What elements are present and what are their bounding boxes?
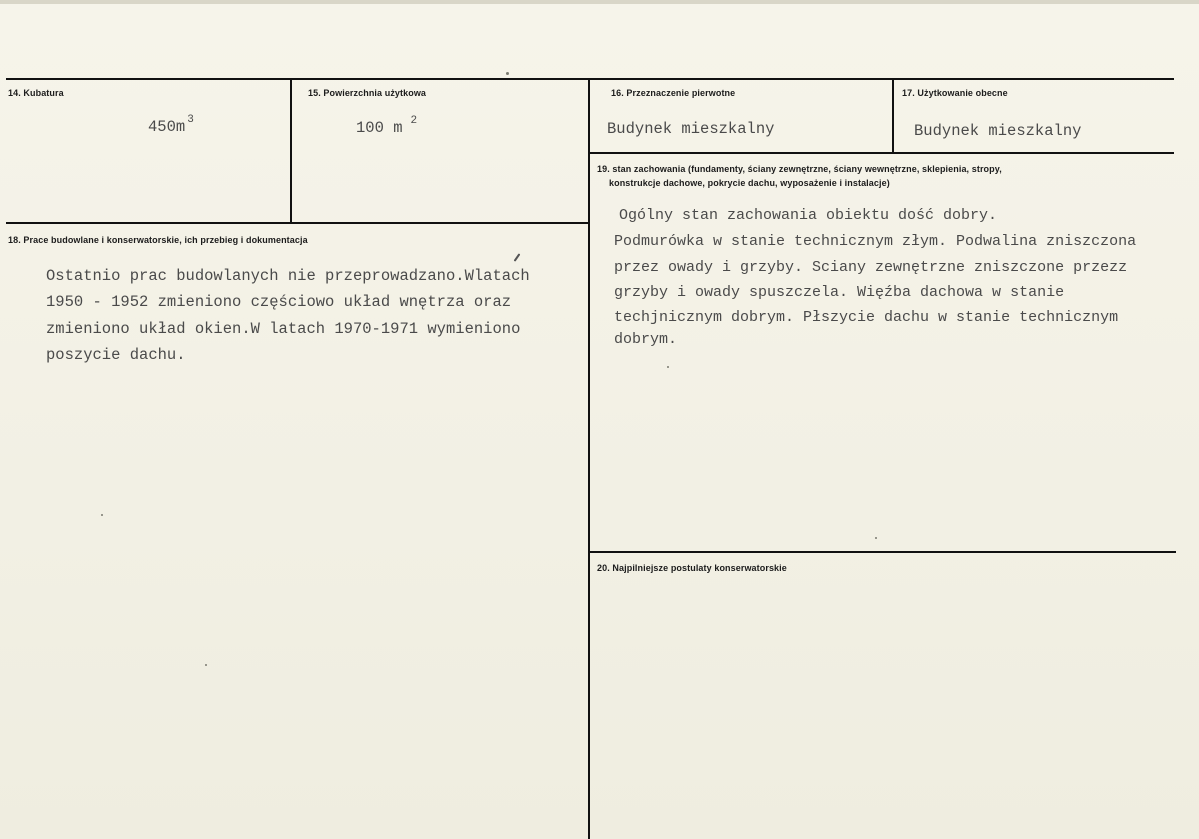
divider-14-15 bbox=[290, 79, 292, 224]
top-rule bbox=[6, 78, 1174, 80]
paper-speck bbox=[514, 253, 521, 262]
field-18-line-4: poszycie dachu. bbox=[46, 346, 186, 364]
field-19-line-1: Ogólny stan zachowania obiektu dość dobry. bbox=[619, 207, 998, 224]
field-15-label: 15. Powierzchnia użytkowa bbox=[308, 88, 427, 98]
paper-speck bbox=[101, 514, 103, 516]
rule-below-14-15 bbox=[6, 222, 590, 224]
field-18-line-2: 1950 - 1952 zmieniono częściowo układ wnętrza oraz bbox=[46, 293, 512, 311]
field-19-line-3: przez owady i grzyby. Sciany zewnętrzne zniszczone przezz bbox=[614, 259, 1128, 276]
field-19-line-2: Podmurówka w stanie technicznym złym. Podwalina zniszczona bbox=[614, 233, 1137, 250]
card-top-edge bbox=[0, 0, 1199, 4]
paper-speck bbox=[205, 664, 207, 666]
divider-16-17 bbox=[892, 79, 894, 153]
field-16-label: 16. Przeznaczenie pierwotne bbox=[611, 88, 736, 98]
field-14-label: 14. Kubatura bbox=[8, 88, 64, 98]
field-19-line-6: dobrym. bbox=[614, 331, 678, 348]
field-17-value: Budynek mieszkalny bbox=[914, 122, 1082, 140]
rule-below-16-17 bbox=[589, 152, 1174, 154]
field-18-line-1: Ostatnio prac budowlanych nie przeprowadzano.Wlatach bbox=[46, 267, 530, 285]
field-14-superscript: 3 bbox=[187, 114, 194, 126]
field-20-label: 20. Najpilniejsze postulaty konserwatorskie bbox=[597, 563, 787, 573]
main-column-divider bbox=[588, 79, 590, 839]
field-16-value: Budynek mieszkalny bbox=[607, 120, 775, 138]
field-19-label-line-2: konstrukcje dachowe, pokrycie dachu, wyposażenie i instalacje) bbox=[609, 178, 890, 188]
field-14-value bbox=[148, 114, 194, 142]
paper-speck bbox=[506, 72, 509, 75]
field-18-label: 18. Prace budowlane i konserwatorskie, ich przebieg i dokumentacja bbox=[8, 235, 308, 245]
field-15-number: 100 m bbox=[356, 119, 403, 137]
paper-speck bbox=[667, 366, 669, 368]
field-19-line-5: techjnicznym dobrym. Płszycie dachu w stanie technicznym bbox=[614, 309, 1119, 326]
field-18-line-3: zmieniono układ okien.W latach 1970-1971 wymieniono bbox=[46, 320, 521, 338]
rule-above-20 bbox=[589, 551, 1176, 553]
paper-speck bbox=[875, 537, 877, 539]
field-17-label: 17. Użytkowanie obecne bbox=[902, 88, 1008, 98]
field-19-line-4: grzyby i owady spuszczela. Więźba dachowa w stanie bbox=[614, 284, 1065, 301]
field-14-number: 450m bbox=[148, 118, 186, 136]
field-19-label-line-1: 19. stan zachowania (fundamenty, ściany zewnętrzne, ściany wewnętrzne, sklepienia, stropy, bbox=[597, 164, 1002, 174]
field-15-superscript: 2 bbox=[410, 115, 418, 127]
field-15-value bbox=[356, 115, 417, 143]
